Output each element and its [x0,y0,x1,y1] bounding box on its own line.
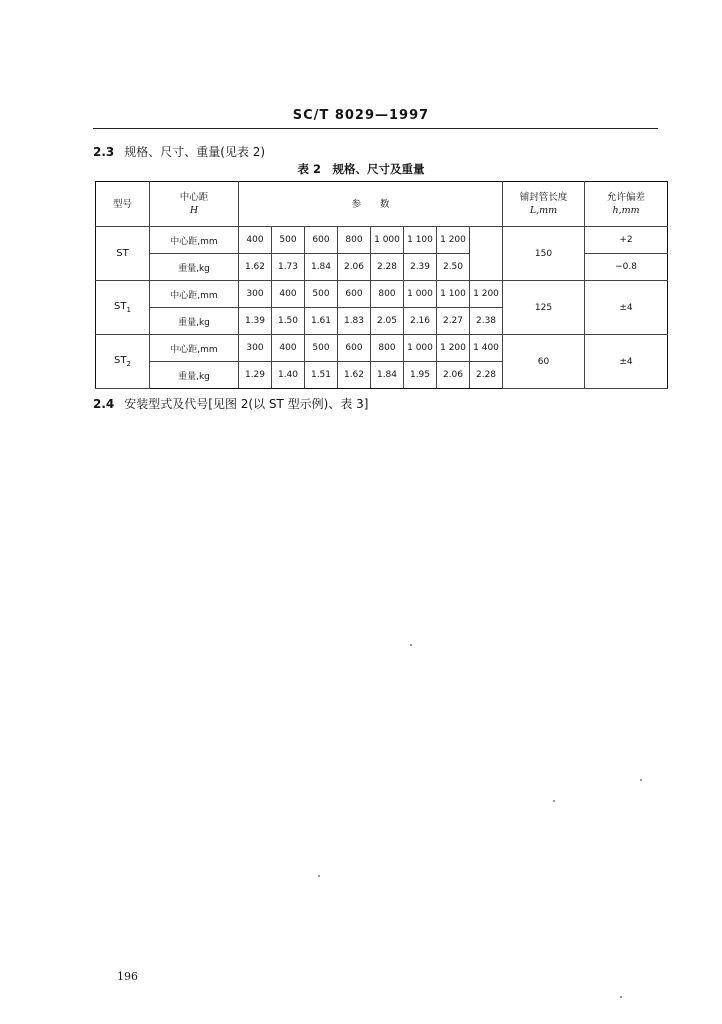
table-cell: 500 [272,227,305,254]
pipe-length-st2: 60 [503,335,585,389]
table-cell: 1 000 [404,335,437,362]
table-cell: 2.28 [470,362,503,389]
header-pipe-length-unit: L,mm [529,205,558,216]
table-cell: 1 200 [437,227,470,254]
spec-table [95,181,668,389]
table-cell: 800 [371,281,404,308]
table-cell: 400 [272,335,305,362]
row-label-weight: 重量,kg [150,308,239,335]
table-cell: 1 000 [404,281,437,308]
section-title: 安装型式及代号[见图 2(以 ST 型示例)、表 3] [124,397,369,411]
scan-speck [410,644,412,646]
table-cell: 1 100 [404,227,437,254]
table-cell: 1 100 [437,281,470,308]
model-st2: $ST_2$ [96,335,150,389]
scan-speck [318,875,320,877]
section-2-3-heading [93,143,265,160]
table-header-row [96,182,668,227]
table-cell: 1.39 [239,308,272,335]
table-cell: 2.06 [437,362,470,389]
table-cell: 2.27 [437,308,470,335]
section-number: 2.3 [93,145,115,159]
header-rule [93,128,658,129]
table-cell: 1.95 [404,362,437,389]
header-model: 型号 [96,182,150,227]
scan-speck [620,996,622,998]
header-center-distance [150,182,239,227]
scan-speck [553,800,555,802]
table-cell: 2.16 [404,308,437,335]
row-label-distance: 中心距,mm [150,227,239,254]
table-cell: 1.62 [338,362,371,389]
pipe-length-st: 150 [503,227,585,281]
section-title: 规格、尺寸、重量(见表 2) [124,145,266,159]
table-cell: 1.84 [305,254,338,281]
table-cell: 1.29 [239,362,272,389]
header-pipe-length [503,182,585,227]
table-row [96,335,668,362]
tolerance-upper-st: +2 [585,227,668,254]
table-cell: 1 200 [437,335,470,362]
table-cell: 2.50 [437,254,470,281]
empty-cell [470,227,503,281]
table-cell: 2.38 [470,308,503,335]
table-cell: 300 [239,335,272,362]
table-cell: 1.51 [305,362,338,389]
tolerance-st2: ±4 [585,335,668,389]
table-cell: 500 [305,281,338,308]
table-cell: 400 [239,227,272,254]
table-caption: 表 2 规格、尺寸及重量 [297,162,425,176]
row-label-distance: 中心距,mm [150,335,239,362]
row-label-distance: 中心距,mm [150,281,239,308]
table-cell: 600 [305,227,338,254]
table-cell: 800 [371,335,404,362]
pipe-length-st1: 125 [503,281,585,335]
page-number: 196 [117,970,138,983]
row-label-weight: 重量,kg [150,254,239,281]
scan-speck [640,779,642,781]
table-cell: 800 [338,227,371,254]
section-number: 2.4 [93,397,115,411]
header-center-distance-label: 中心距 [179,192,209,203]
table-cell: 2.05 [371,308,404,335]
row-label-weight: 重量,kg [150,362,239,389]
table-cell: 2.28 [371,254,404,281]
section-2-4-heading [93,395,368,412]
table-row [96,281,668,308]
table-cell: 400 [272,281,305,308]
table-cell: 1.62 [239,254,272,281]
table-cell: 600 [338,335,371,362]
table-cell: 2.06 [338,254,371,281]
table-cell: 1.40 [272,362,305,389]
table-cell: 500 [305,335,338,362]
model-st: ST [96,227,150,281]
table-cell: 1 200 [470,281,503,308]
standard-number-header: SC/T 8029—1997 [292,108,430,123]
table-cell: 1 000 [371,227,404,254]
table-row [96,227,668,254]
tolerance-lower-st: −0.8 [585,254,668,281]
header-tolerance-unit: h,mm [612,205,640,216]
table-cell: 1.73 [272,254,305,281]
table-cell: 1 400 [470,335,503,362]
header-tolerance [585,182,668,227]
tolerance-st1: ±4 [585,281,668,335]
header-tolerance-label: 允许偏差 [607,192,646,203]
table-cell: 1.61 [305,308,338,335]
header-params: 参 数 [239,182,503,227]
table-cell: 300 [239,281,272,308]
model-st1: $ST_1$ [96,281,150,335]
table-cell: 2.39 [404,254,437,281]
table-cell: 1.83 [338,308,371,335]
table-cell: 600 [338,281,371,308]
header-center-distance-symbol: H [189,205,199,216]
table-cell: 1.50 [272,308,305,335]
table-cell: 1.84 [371,362,404,389]
header-pipe-length-label: 铺封管长度 [519,192,568,203]
